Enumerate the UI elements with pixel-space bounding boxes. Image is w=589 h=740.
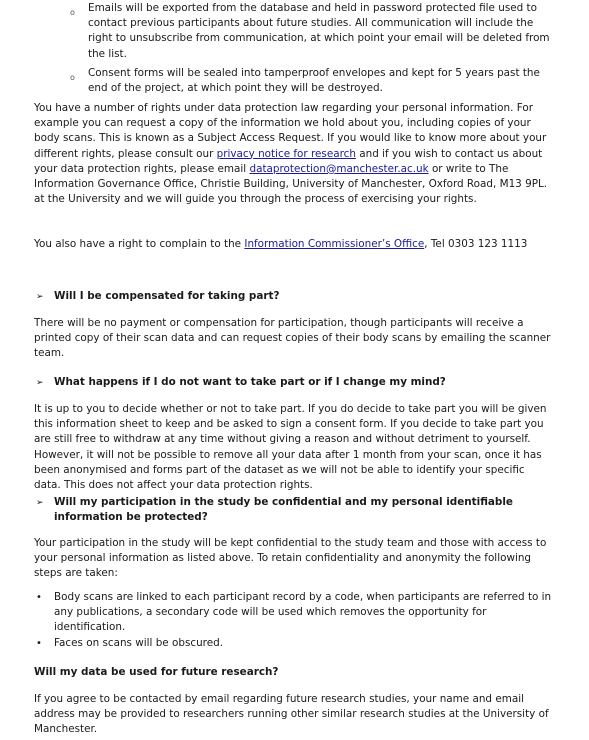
bullet-faces-obscured: Faces on scans will be obscured. [54,637,224,649]
hollow-bullet-icon: o [70,8,75,17]
rights-text-2: and if you wish to contact us about your data protection rights, please email [34,147,543,175]
bullet-icon: • [36,638,42,649]
arrow-bullet-icon: ➢ [36,292,44,302]
arrow-bullet-icon: ➢ [36,378,44,388]
rights-text-1: You have a number of rights under data protection law regarding your personal information. For example you can request a copy of the information we hold about you, including copies of your body scans. This is known as a Subject Access Request. If you would like to know more about your different rights, please consult our [34,102,547,160]
heading-confidential: Will my participation in the study be confidential and my personal identifiable information be protected? [54,496,513,524]
complain-text-1: You also have a right to complain to the [34,238,245,250]
sub-bullet-consent-forms: Consent forms will be sealed into tamperproof envelopes and kept for 5 years past the end of the project, at which point they will be destroyed. [88,67,540,95]
dataprotection-email-link[interactable]: dataprotection@manchester.ac.uk [249,162,429,175]
bullet-body-scans-code: Body scans are linked to each participant record by a code, when participants are referred to in any publications, a secondary code will be used which removes the opportunity for identification. [54,591,552,634]
heading-change-mind: What happens if I do not want to take part or if I change my mind? [54,376,446,388]
compensated-paragraph: There will be no payment or compensation for participation, though participants will receive a printed copy of their scan data and can request copies of their body scans by emailing the scanner team. [34,317,551,360]
complain-text-2: , Tel 0303 123 1113 [424,238,528,250]
heading-future-research: Will my data be used for future research? [34,666,279,678]
confidential-paragraph: Your participation in the study will be kept confidential to the study team and those with access to your personal information as listed above. To retain confidentiality and anonymity the following steps are taken: [34,537,547,580]
hollow-bullet-icon: o [70,73,75,82]
rights-paragraph [34,101,554,207]
privacy-notice-link[interactable]: privacy notice for research [216,147,356,160]
rights-text-3: or write to The Information Governance Office, Christie Building, University of Manchester, Oxford Road, M13 9PL. at the University and we will guide you through the process of exercising your rights. [34,162,548,206]
arrow-bullet-icon: ➢ [36,498,44,508]
bullet-icon: • [36,592,42,603]
sub-bullet-emails: Emails will be exported from the database and held in password protected file used to contact previous participants about future studies. All communication will include the right to unsubscribe from communication, at which point your email will be deleted from the list. [88,2,550,60]
complain-paragraph [34,235,554,254]
future-research-paragraph: If you agree to be contacted by email regarding future research studies, your name and email address may be provided to researchers running other similar research studies at the University of Manchester. [34,693,549,736]
heading-compensated: Will I be compensated for taking part? [54,290,280,302]
ico-link[interactable]: Information Commissioner’s Office [244,238,425,250]
change-mind-paragraph: It is up to you to decide whether or not to take part. If you do decide to take part you will be given this information sheet to keep and be asked to sign a consent form. If you decide to take part you are still free to withdraw at any time without giving a reason and without detriment to yourself. However, it will not be possible to remove all your data after 1 month from your scan, once it has been anonymised and forms part of the dataset as we will not be able to identify your specific data. This does not affect your data protection rights. [34,403,547,492]
